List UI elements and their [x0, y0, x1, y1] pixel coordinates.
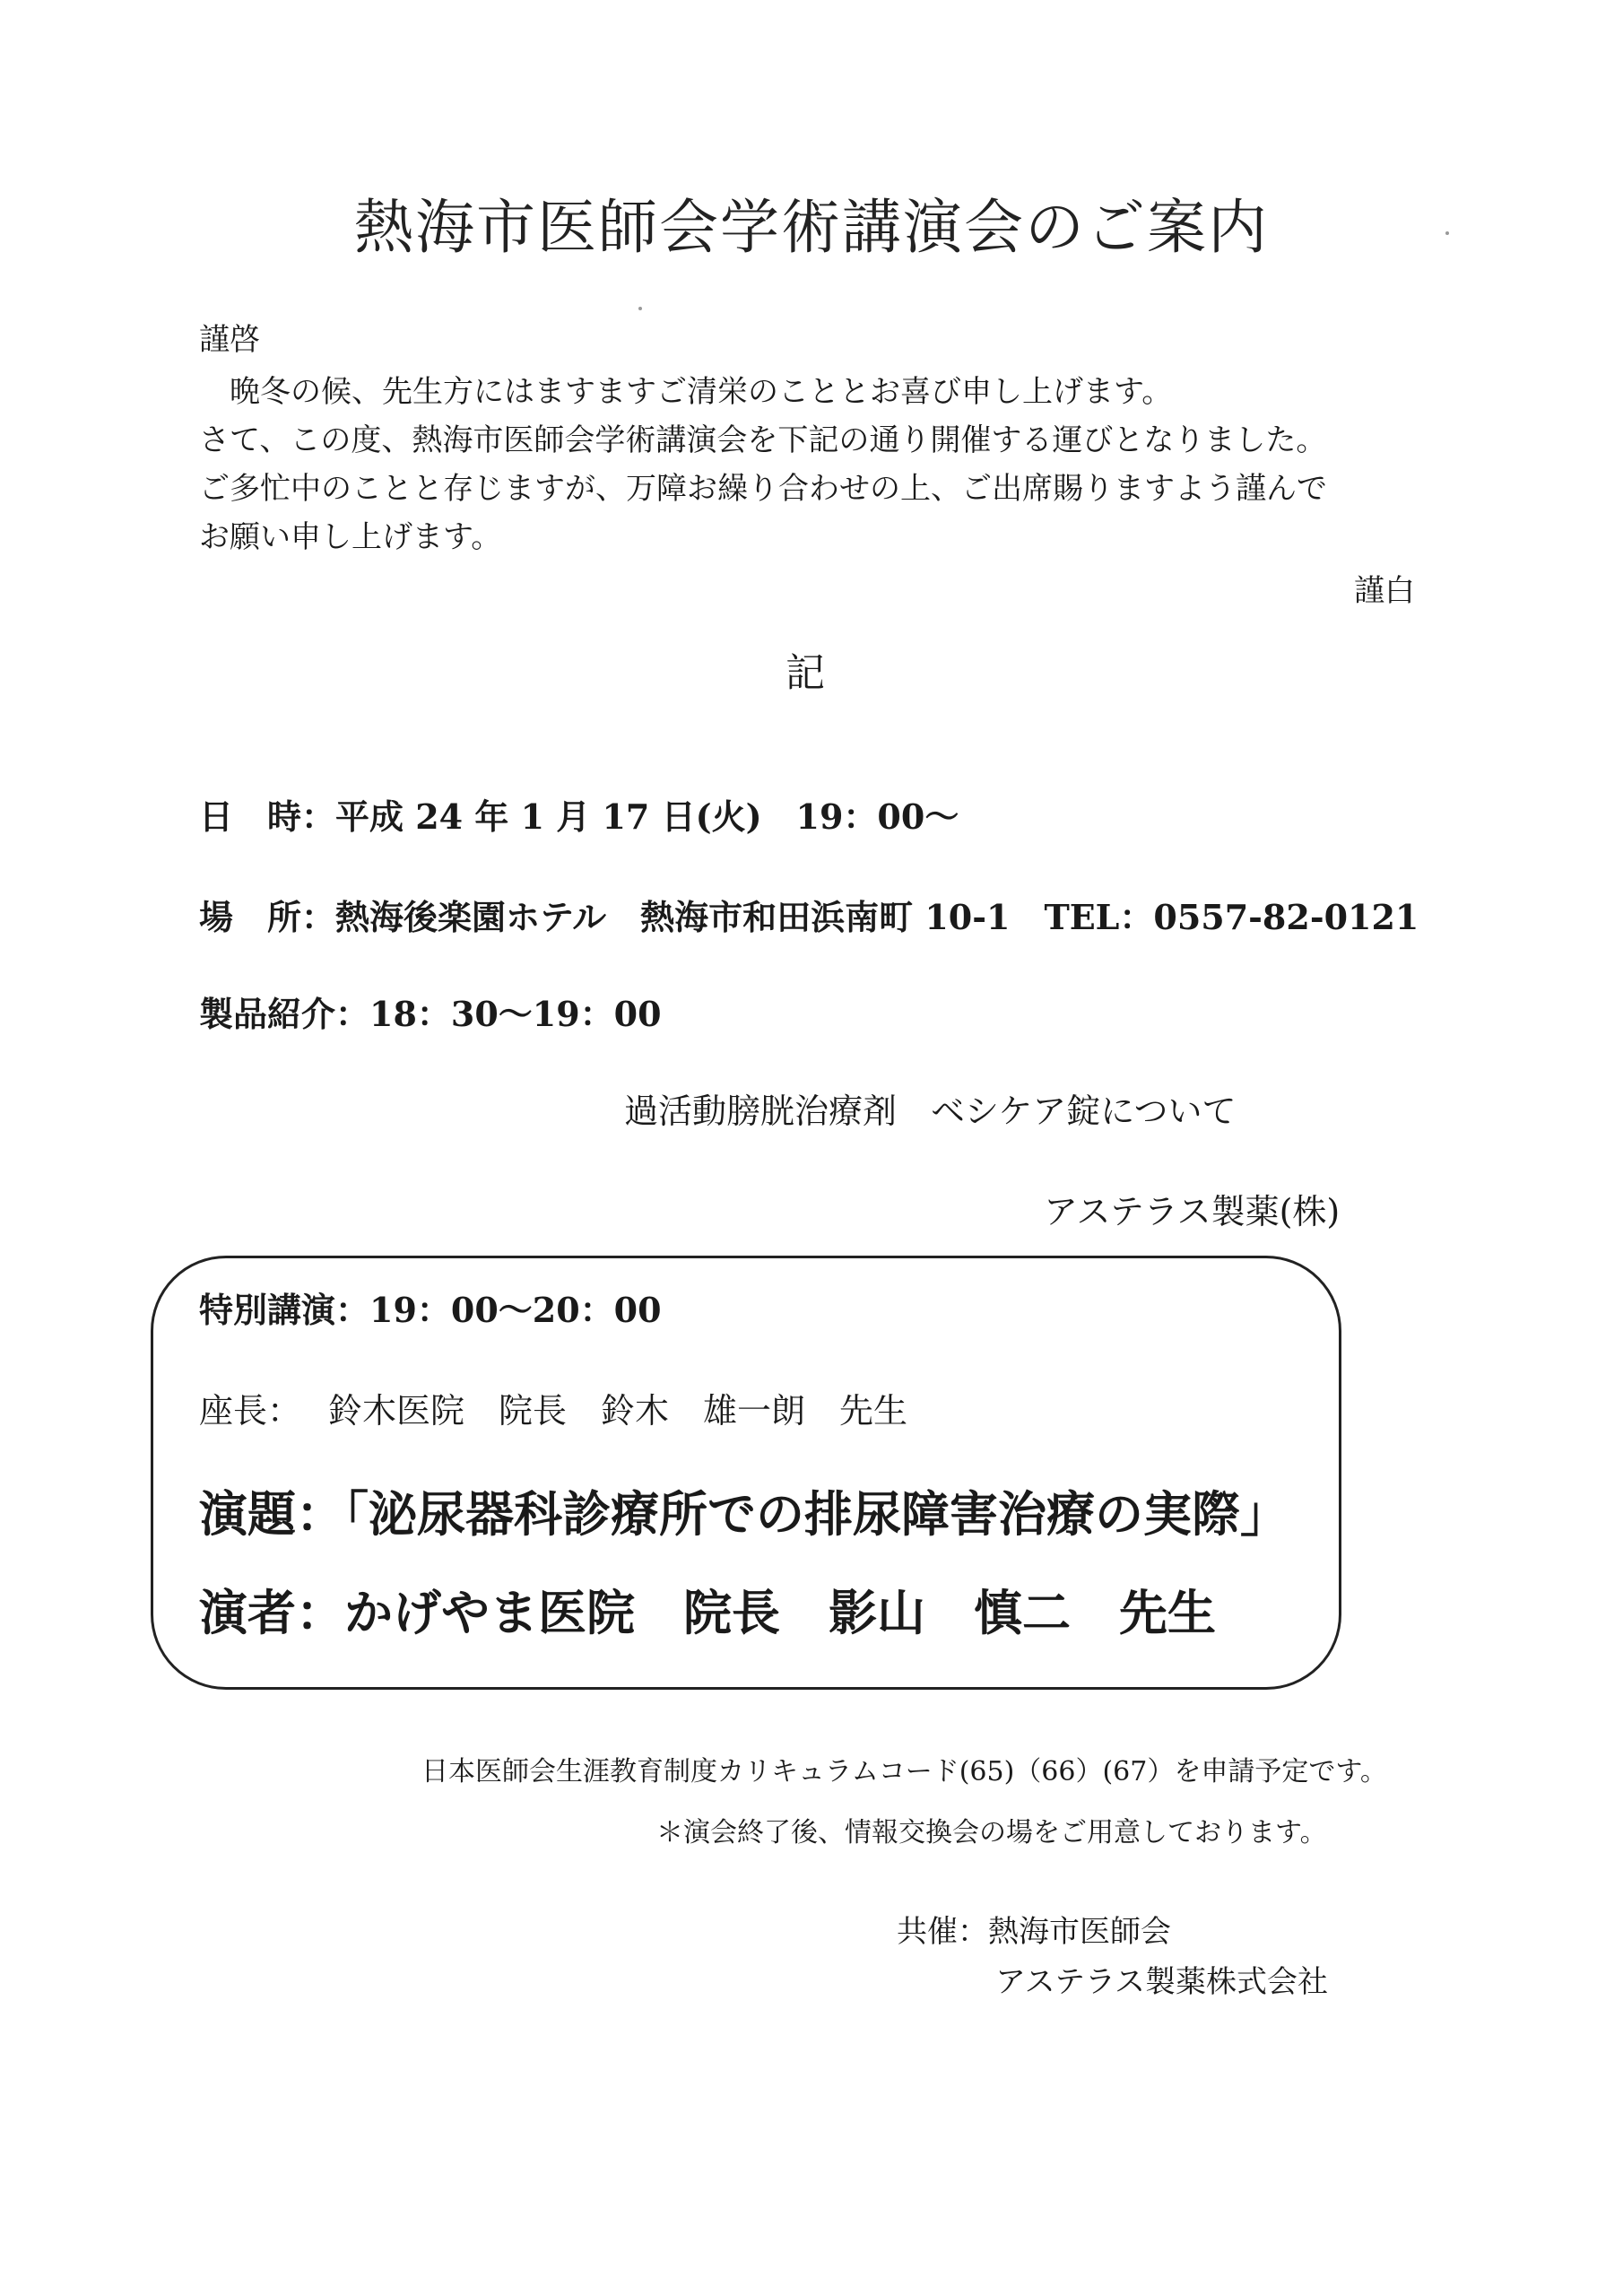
- product-label: 製品紹介：: [199, 994, 370, 1034]
- scan-speck: [1445, 231, 1449, 235]
- product-time: 18：30～19：00: [369, 994, 662, 1034]
- chair-value: 鈴木医院 院長 鈴木 雄一朗 先生: [328, 1391, 908, 1431]
- product-topic: 過活動膀胱治療剤 ベシケア錠について: [624, 1091, 1237, 1131]
- chair-row: [199, 1383, 907, 1432]
- datetime-label: 日 時：: [199, 796, 336, 837]
- sponsor-org-2: アステラス製薬株式会社: [995, 1964, 1328, 2000]
- ki-heading: 記: [785, 650, 825, 696]
- body-line-2: さて、この度、熱海市医師会学術講演会を下記の通り開催する運びとなりました。: [199, 422, 1327, 458]
- body-line-3: ご多忙中のことと存じますが、万障お繰り合わせの上、ご出席賜りますよう謹んで: [199, 471, 1327, 507]
- speaker-value: かげやま医院 院長 影山 慎二 先生: [344, 1584, 1216, 1641]
- special-label: 特別講演：: [199, 1290, 370, 1330]
- reception-note: ＊演会終了後、情報交換会の場をご用意しております。: [656, 1817, 1327, 1848]
- salutation: 謹啓: [199, 322, 260, 358]
- place-value: 熱海後楽園ホテル 熱海市和田浜南町 10-1 TEL：0557-82-0121: [335, 897, 1419, 937]
- place-row: [199, 890, 1419, 939]
- topic-row: [199, 1476, 1289, 1545]
- special-time: 19：00～20：00: [369, 1290, 662, 1330]
- body-line-4: お願い申し上げます。: [199, 519, 502, 555]
- special-time-row: [199, 1283, 662, 1332]
- datetime-value: 平成 24 年 1 月 17 日(火) 19：00～: [335, 796, 959, 837]
- topic-value: 「泌尿器科診療所での排尿障害治療の実際」: [344, 1485, 1289, 1543]
- sponsor-row: [897, 1907, 1171, 1951]
- sponsor-org-1: 熱海市医師会: [988, 1914, 1171, 1950]
- speaker-row: [199, 1575, 1216, 1644]
- page-title: 熱海市医師会学術講演会のご案内: [354, 193, 1269, 262]
- body-line-1: 晩冬の候、先生方にはますますご清栄のこととお喜び申し上げます。: [230, 374, 1173, 410]
- topic-label: 演題：: [199, 1485, 344, 1543]
- place-label: 場 所：: [199, 897, 336, 937]
- curriculum-note: 日本医師会生涯教育制度カリキュラムコード(65)（66）(67）を申請予定です。: [421, 1756, 1387, 1787]
- scan-speck: [638, 307, 642, 310]
- speaker-label: 演者：: [199, 1584, 344, 1641]
- product-company: アステラス製薬(株): [1044, 1192, 1341, 1231]
- sponsor-label: 共催：: [897, 1914, 988, 1950]
- datetime-row: [199, 789, 959, 839]
- chair-label: 座長：: [199, 1391, 302, 1431]
- closing: 謹白: [1354, 573, 1415, 609]
- product-row: [199, 987, 662, 1036]
